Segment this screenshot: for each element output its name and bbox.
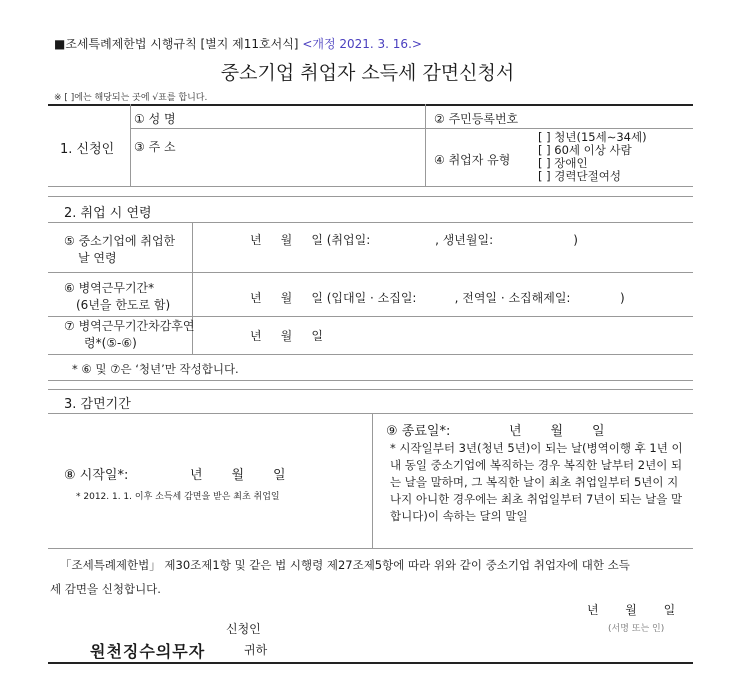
row6-label-line1: ⑥ 병역근무기간* (64, 281, 155, 295)
type-option-senior[interactable]: [ ] 60세 이상 사람 (538, 143, 632, 157)
end-date-value[interactable]: 년 월 일 (509, 424, 605, 439)
type-option-youth[interactable]: [ ] 청년(15세∼34세) (538, 130, 647, 144)
age-section-title: 2. 취업 시 연령 (64, 206, 152, 221)
row7-value[interactable]: 년 월 일 (250, 329, 323, 343)
row5-value[interactable]: 년 월 일 (취업일: , 생년월일: ) (250, 233, 578, 247)
divider (48, 272, 693, 273)
start-date-value[interactable]: 년 월 일 (190, 468, 286, 483)
divider (48, 354, 693, 355)
row6-label (64, 280, 170, 314)
row7-label-line2: 령*(⑤-⑥) (84, 336, 137, 350)
rrn-field[interactable] (540, 106, 690, 126)
divider-vertical (425, 104, 426, 186)
divider (48, 389, 693, 390)
check-instruction: ※ [ ]에는 해당되는 곳에 √표를 합니다. (54, 93, 208, 103)
divider (48, 186, 693, 187)
form-header (54, 35, 422, 52)
divider (48, 316, 693, 317)
applicant-signature-label: 신청인 (226, 622, 261, 636)
signature-date[interactable]: 년 월 일 (587, 603, 676, 617)
regulation-label: ■조세특례제한법 시행규칙 [별지 제11호서식] (54, 37, 299, 51)
applicant-section-label: 1. 신청인 (60, 142, 115, 157)
divider (130, 128, 693, 129)
row7-label-line1: ⑦ 병역근무기간차감후연 (64, 319, 195, 333)
row7-label (64, 318, 195, 352)
name-label: ① 성 명 (134, 112, 176, 126)
row6-value[interactable]: 년 월 일 (입대일 · 소집일: , 전역일 · 소집해제일: ) (250, 291, 625, 305)
recipient-label: 원천징수의무자 (90, 642, 206, 661)
recipient-suffix: 귀하 (244, 643, 268, 657)
rrn-label: ② 주민등록번호 (434, 112, 519, 126)
sign-or-seal-label: (서명 또는 인) (608, 624, 665, 634)
youth-footnote: * ⑥ 및 ⑦은 ‘청년’만 작성합니다. (72, 362, 239, 376)
type-option-career-break[interactable]: [ ] 경력단절여성 (538, 169, 621, 183)
revision-date: <개정 2021. 3. 16.> (302, 37, 422, 51)
divider (48, 413, 693, 414)
employee-type-label: ④ 취업자 유형 (434, 153, 511, 167)
end-date-note: * 시작일부터 3년(청년 5년)이 되는 날(병역이행 후 1년 이내 동일 중소기업에 복직하는 경우 복직한 날부터 2년이 되는 날을 말하며, 그 복직한 날이 최초 취업일부터 5년이 지나지 아니한 경우에는 최초 취업일부터 7년이 되는 날을 말합니다)이 속하는 달의 말일 (390, 441, 683, 523)
row5-label-line1: ⑤ 중소기업에 취업한 (64, 234, 176, 248)
divider (48, 380, 693, 381)
divider (48, 548, 693, 549)
statement-line1: 「조세특례제한법」 제30조제1항 및 같은 법 시행령 제27조제5항에 따라 위와 같이 중소기업 취업자에 대한 소득 (60, 558, 630, 572)
period-section-title: 3. 감면기간 (64, 397, 131, 412)
statement-line2: 세 감면을 신청합니다. (50, 582, 161, 596)
address-field[interactable] (190, 132, 420, 182)
divider (48, 196, 693, 197)
name-field[interactable] (200, 106, 418, 126)
divider (48, 222, 693, 223)
divider-bottom (48, 662, 693, 664)
row5-label-line2: 날 연령 (78, 251, 117, 265)
type-option-disabled[interactable]: [ ] 장애인 (538, 156, 588, 170)
end-date-label: ⑨ 종료일*: (386, 424, 451, 439)
address-label: ③ 주 소 (134, 140, 176, 154)
divider-vertical (130, 104, 131, 186)
start-date-label: ⑧ 시작일*: (64, 468, 129, 483)
start-date-note: * 2012. 1. 1. 이후 소득세 감면을 받은 최초 취업일 (76, 492, 280, 502)
row5-label (64, 233, 175, 267)
row6-label-line2: (6년을 한도로 함) (76, 298, 171, 312)
page-title: 중소기업 취업자 소득세 감면신청서 (220, 62, 515, 84)
divider-vertical (372, 413, 373, 548)
